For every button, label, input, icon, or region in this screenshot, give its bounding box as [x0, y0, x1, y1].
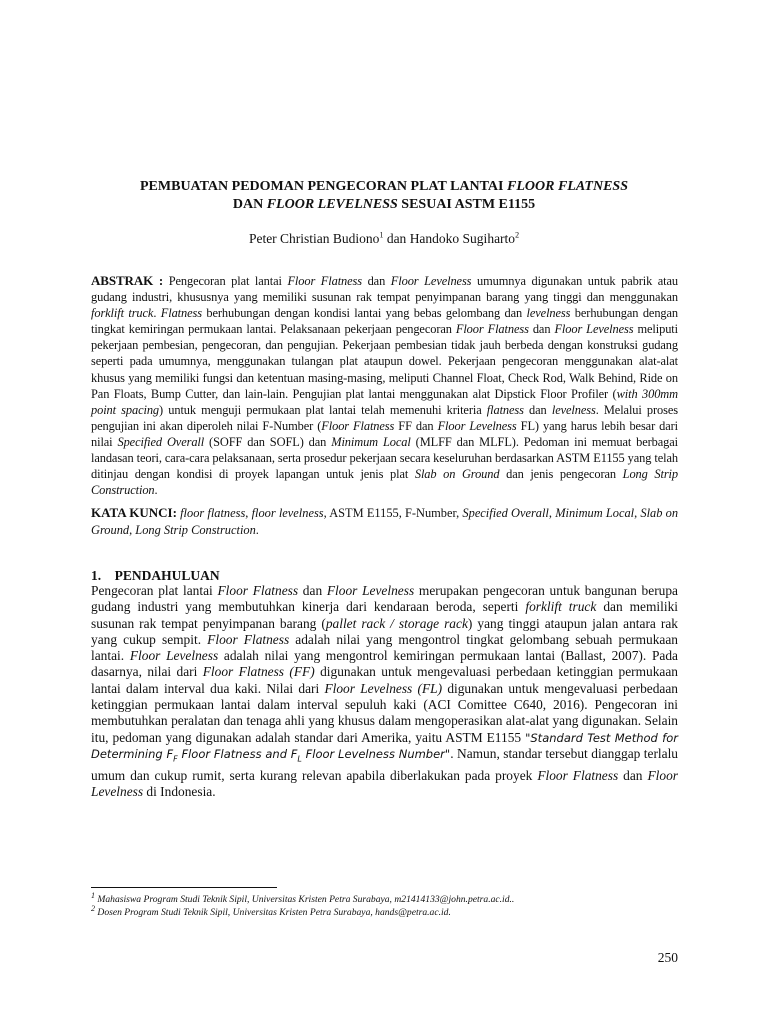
body-text: ) yang tinggi ataupun jalan antara rak yang cukup sempit. [91, 615, 678, 647]
footnote-number: 1 [91, 890, 95, 900]
abstract-italic: Floor Levelness [437, 418, 517, 433]
abstract-text: dan jenis pengecoran [499, 467, 623, 482]
introduction-paragraph [91, 583, 678, 801]
paper-title [90, 178, 678, 214]
abstract-italic: Long Strip Construction [91, 467, 678, 498]
title-italic: FLOOR FLATNESS [507, 179, 628, 194]
standard-title: Floor Levelness Number" [301, 746, 451, 761]
abstract-text: . [154, 483, 158, 498]
keyword: Minimum Local [555, 506, 635, 520]
keyword: Long Strip Construction [135, 522, 256, 537]
body-text: dan [298, 583, 327, 598]
body-text: di Indonesia. [143, 784, 216, 800]
abstract-text: (MLFF dan MLFL). Pedoman ini memuat berbagai landasan teori, cara-cara pelaksanaan, serta prosedur pekerjaan secara keseluruhan berdasarkan ASTM E1155 yang telah ditinjau dengan kondisi di proyek lapangan untuk jenis plat [91, 434, 679, 482]
body-italic: Floor Levelness [326, 583, 415, 598]
abstract-italic: Floor Levelness [554, 322, 634, 337]
abstract-label: ABSTRAK : [91, 273, 164, 288]
footnote-1 [91, 890, 678, 906]
title-italic: FLOOR LEVELNESS [266, 197, 398, 212]
body-italic: Floor Flatness [537, 767, 619, 783]
keyword-separator: , [548, 506, 556, 520]
abstract-paragraph [91, 273, 678, 498]
abstract-italic: Minimum Local [331, 434, 411, 449]
keywords-label: KATA KUNCI: [91, 505, 177, 520]
abstract-text: . [153, 306, 161, 321]
abstract-text: FL) yang harus lebih besar dari nilai [91, 418, 679, 449]
abstract-italic: Floor Flatness [455, 322, 529, 337]
author-connector: dan [383, 231, 410, 246]
keyword: floor flatness [176, 506, 246, 520]
keyword-separator: , [245, 506, 252, 520]
abstract-italic: Floor Flatness [287, 274, 362, 288]
abstract-text: meliputi pekerjaan pembesian, pengecoran, dan pengujian. Pekerjaan pembesian tidak jauh berbeda dengan konstruksi gudang seperti pada umumnya, menggunakan tulangan plat ataupun dowel. Pekerjaan pengecoran menggunakan alat-alat khusus yang memiliki fungsi dan ketentuan masing-masing, meliputi Channel Float, Check Rod, Walk Behind, Ride on Pan Floats, Bump Cutter, dan lain-lain. Pengujian plat lantai menggunakan alat Dipstick Floor Profiler ( [91, 322, 678, 401]
title-text: PEMBUATAN PEDOMAN PENGECORAN PLAT LANTAI [140, 179, 507, 194]
abstract-italic: Specified Overall [117, 434, 205, 449]
abstract-text: berhubungan dengan tingkat kemiringan permukaan lantai. Pelaksanaan pekerjaan pengecoran [91, 306, 679, 337]
author-name: Handoko Sugiharto [409, 231, 516, 246]
abstract-text: ) untuk menguji permukaan plat lantai telah memenuhi kriteria [159, 402, 487, 417]
abstract-italic: flatness [486, 402, 524, 417]
standard-title-subscript: F [173, 754, 178, 764]
keywords-paragraph [91, 505, 678, 538]
footnote-number: 2 [91, 903, 95, 913]
body-text: dan memiliki susunan rak tempat penyimpanan barang ( [91, 599, 678, 631]
keyword-separator: , [129, 522, 136, 537]
abstract-italic: forklift truck [91, 306, 154, 321]
abstract-text: dan [523, 402, 552, 417]
keyword-separator: . [255, 522, 259, 537]
body-italic: Floor Flatness [207, 631, 290, 647]
title-text: SESUAI ASTM E1155 [397, 197, 536, 212]
standard-title-subscript: L [297, 754, 302, 764]
body-text: Pengecoran plat lantai [91, 583, 218, 598]
abstract-text: dan [361, 274, 391, 288]
keyword: floor levelness [251, 506, 324, 520]
abstract-italic: Floor Flatness [321, 418, 395, 433]
footnote-2 [91, 903, 678, 919]
abstract-text: FF dan [394, 418, 438, 433]
footnotes [91, 890, 678, 919]
author-footnote-marker: 2 [515, 230, 520, 240]
footnote-text: Mahasiswa Program Studi Teknik Sipil, Universitas Kristen Petra Surabaya, m21414133@john.petra.ac.id.. [95, 894, 515, 905]
body-italic: pallet rack / storage rack [325, 615, 468, 631]
abstract-text: (SOFF dan SOFL) dan [204, 434, 332, 449]
author-footnote-marker: 1 [379, 230, 384, 240]
body-italic: Floor Levelness [129, 648, 219, 664]
standard-title: "Standard Test Method for Determining F [91, 730, 678, 761]
abstract-italic: levelness [551, 402, 596, 417]
abstract-italic: Slab on Ground [414, 467, 500, 482]
abstract-text: dan [528, 322, 555, 337]
author-line [90, 230, 678, 247]
abstract-italic: Floor Levelness [390, 274, 472, 288]
keyword-separator: , [634, 506, 641, 520]
body-italic: forklift truck [525, 599, 597, 615]
abstract-text: . Melalui proses pengujian ini akan diperoleh nilai F-Number ( [91, 402, 678, 433]
body-text: dan [618, 767, 648, 783]
abstract-text: umumnya digunakan untuk pabrik atau gudang industri, khususnya yang memiliki susunan rak tempat penyimpanan barang yang tinggi dan menggunakan [91, 274, 679, 305]
body-italic: Floor Levelness [91, 767, 678, 800]
body-italic: Floor Flatness [217, 583, 299, 598]
keyword: Slab on Ground [91, 506, 679, 537]
body-text: digunakan untuk mengevaluasi perbedaan ketinggian permukaan lantai dalam interval sepuluh kaki (ACI Comittee C640, 2016). Pengecoran ini membutuhkan peralatan dan tenaga ahli yang khusus dalam mengoperasikan alat-alat yang digunakan. Selain itu, pedoman yang digunakan adalah standar dari Amerika, yaitu ASTM E1155 [91, 680, 678, 745]
body-italic: Floor Levelness (FL) [324, 680, 443, 696]
body-text: . Namun, standar tersebut dianggap terlalu umum dan cukup rumit, serta kurang relevan apabila diberlakukan pada proyek [91, 745, 679, 783]
footnote-divider [91, 887, 277, 888]
body-text: digunakan untuk mengevaluasi perbedaan ketinggian permukaan lantai dalam interval dua kaki. Nilai dari [91, 664, 678, 696]
body-text: adalah nilai yang mengontrol kemiringan permukaan lantai (Ballast, 2007). Pada dasarnya, nilai dari [91, 648, 678, 680]
abstract-italic: levelness [526, 306, 571, 321]
abstract-text: Pengecoran plat lantai [163, 274, 288, 288]
footnote-text: Dosen Program Studi Teknik Sipil, Universitas Kristen Petra Surabaya, hands@petra.ac.id. [95, 907, 451, 918]
page-number: 250 [657, 950, 678, 965]
standard-title: Floor Flatness and F [177, 746, 298, 761]
body-italic: Floor Flatness (FF) [202, 664, 315, 680]
abstract-italic: Flatness [160, 306, 202, 321]
title-text: DAN [232, 197, 267, 212]
body-text: merupakan pengecoran untuk bangunan berupa gudang industri yang membutuhkan kinerja dari kendaraan beroda, seperti [91, 583, 678, 615]
section-heading: 1. PENDAHULUAN [91, 568, 220, 583]
keyword: , ASTM E1155, F-Number, [323, 506, 463, 520]
abstract-italic: with 300mm point spacing [91, 386, 678, 417]
author-name: Peter Christian Budiono [248, 231, 380, 246]
keyword: Specified Overall [462, 506, 549, 520]
abstract-text: berhubungan dengan kondisi lantai yang bebas gelombang dan [201, 306, 527, 321]
body-text: adalah nilai yang mengontrol tingkat gelombang sebuah permukaan lantai. [91, 631, 678, 664]
